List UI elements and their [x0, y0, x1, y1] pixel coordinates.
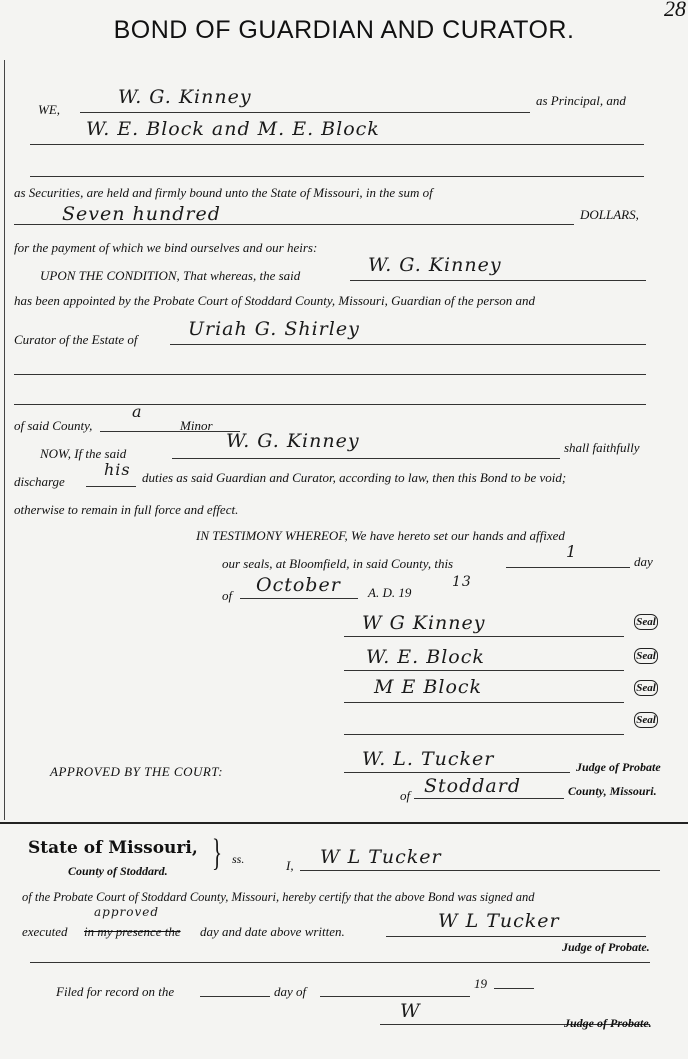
securities-line-1: [30, 144, 644, 145]
discharge-label: discharge: [14, 474, 65, 489]
sum-written: Seven hundred: [62, 203, 221, 225]
day-line: [506, 567, 630, 568]
approved-label: APPROVED BY THE COURT:: [50, 764, 224, 779]
principal-name: W. G. Kinney: [118, 86, 252, 108]
filed-year-prefix: 19: [474, 976, 487, 991]
securities-line-2: [30, 176, 644, 177]
now-name: W. G. Kinney: [226, 430, 360, 452]
signature-2: W. E. Block: [366, 646, 485, 668]
page-number: 28: [664, 0, 686, 21]
approval-of-label: of: [400, 788, 411, 803]
condition-line: [350, 280, 646, 281]
certificate-sig-line: [386, 936, 646, 937]
certificate-judge-signature: W L Tucker: [438, 910, 560, 932]
certificate-judge-name: W L Tucker: [320, 846, 442, 868]
curator-text: Curator of the Estate of: [14, 332, 138, 347]
month-line: [240, 598, 358, 599]
county-text: of said County,: [14, 418, 93, 433]
now-line: [172, 458, 560, 459]
ward-line: [170, 344, 646, 345]
approval-county-line: [414, 798, 564, 799]
state-label: State of Missouri,: [28, 838, 198, 858]
approval-judge-label: Judge of Probate: [576, 760, 661, 774]
now-text: NOW, If the said: [40, 446, 127, 461]
filing-judge-signature: W: [400, 1000, 421, 1022]
otherwise-text: otherwise to remain in full force and effect.: [14, 502, 239, 517]
minor-label: Minor: [180, 418, 213, 433]
principal-label: as Principal, and: [536, 93, 626, 108]
seals-text: our seals, at Bloomfield, in said County, this: [222, 556, 454, 571]
appointed-text: has been appointed by the Probate Court of Stoddard County, Missouri, Guardian of the person and: [14, 293, 536, 308]
ward-line-2: [14, 374, 646, 375]
dollars-label: DOLLARS,: [580, 207, 639, 222]
month: October: [256, 574, 341, 596]
securities-text: as Securities, are held and firmly bound unto the State of Missouri, in the sum of: [14, 185, 433, 200]
document-title: BOND OF GUARDIAN AND CURATOR.: [113, 16, 575, 44]
securities-names: W. E. Block and M. E. Block: [86, 118, 380, 140]
certify-text: of the Probate Court of Stoddard County, Missouri, hereby certify that the above Bond was signed and: [22, 890, 535, 904]
struck-text: in my presence the: [84, 924, 181, 939]
signature-line-4: [344, 734, 624, 735]
filed-text: Filed for record on the: [56, 984, 175, 999]
principal-line: [80, 112, 530, 113]
seal-1: Seal: [634, 614, 658, 630]
we-label: WE,: [38, 102, 61, 117]
executed-label: executed: [22, 924, 68, 939]
i-label: I,: [286, 858, 294, 873]
ss-label: ss.: [232, 852, 245, 866]
filed-month-line: [320, 996, 470, 997]
left-border: [4, 60, 5, 820]
discharge-his: his: [104, 460, 131, 479]
seal-4: Seal: [634, 712, 658, 728]
signature-3: M E Block: [374, 676, 483, 698]
ward-name: Uriah G. Shirley: [188, 318, 360, 340]
approval-judge-line: [344, 772, 570, 773]
year-suffix: 13: [452, 574, 472, 590]
testimony-text: IN TESTIMONY WHEREOF, We have hereto set our hands and affixed: [196, 528, 565, 543]
certificate-judge-label: Judge of Probate.: [562, 940, 650, 954]
seal-3: Seal: [634, 680, 658, 696]
sum-line: [14, 224, 574, 225]
condition-name: W. G. Kinney: [368, 254, 502, 276]
duties-text: duties as said Guardian and Curator, according to law, then this Bond to be void;: [142, 470, 567, 485]
minor-line: [100, 431, 240, 432]
filed-year-line: [494, 988, 534, 989]
county-of-label: County of Stoddard.: [68, 864, 168, 878]
shall-text: shall faithfully: [564, 440, 640, 455]
filing-judge-label: Judge of Probate.: [564, 1016, 652, 1030]
minor-article: a: [132, 402, 143, 421]
signature-line-1: [344, 636, 624, 637]
certificate-day-text: day and date above written.: [200, 924, 345, 939]
of-label: of: [222, 588, 233, 603]
ad-text: A. D. 19: [368, 585, 412, 600]
approval-county-label: County, Missouri.: [568, 784, 657, 798]
condition-text: UPON THE CONDITION, That whereas, the said: [40, 268, 301, 283]
signature-line-3: [344, 702, 624, 703]
signature-1: W G Kinney: [362, 612, 486, 634]
section-divider: [0, 822, 688, 824]
payment-text: for the payment of which we bind ourselves and our heirs:: [14, 240, 318, 255]
filed-day-label: day of: [274, 984, 307, 999]
filing-divider: [30, 962, 650, 963]
approval-judge-signature: W. L. Tucker: [362, 748, 495, 770]
seal-2: Seal: [634, 648, 658, 664]
his-line: [86, 486, 136, 487]
approved-insert: approved: [94, 905, 160, 919]
day-label: day: [634, 554, 653, 569]
approval-county-name: Stoddard: [424, 775, 521, 797]
filed-day-line: [200, 996, 270, 997]
day-number: 1: [566, 542, 578, 561]
signature-line-2: [344, 670, 624, 671]
certificate-judge-line: [300, 870, 660, 871]
ward-line-3: [14, 404, 646, 405]
bracket: }: [212, 832, 223, 874]
